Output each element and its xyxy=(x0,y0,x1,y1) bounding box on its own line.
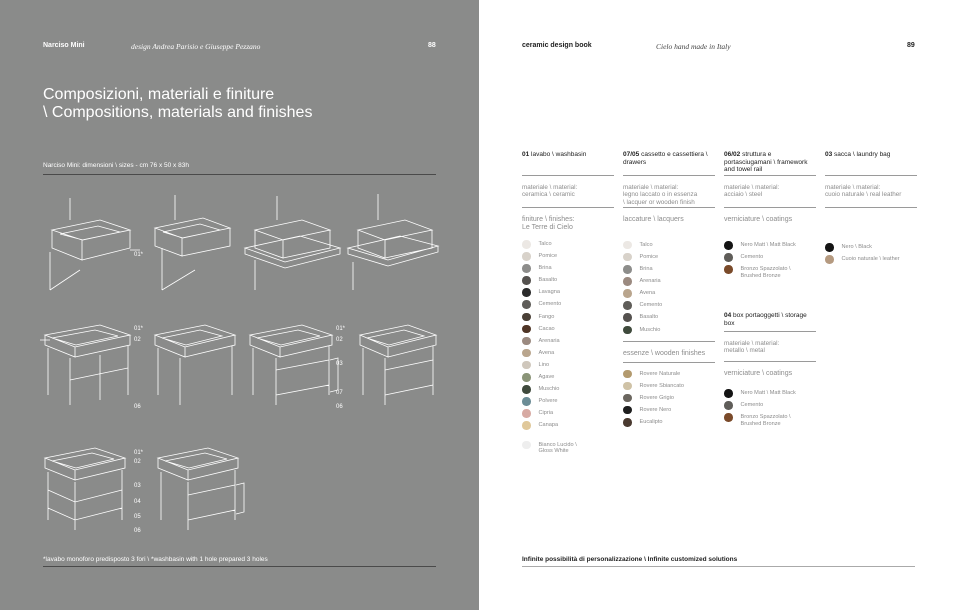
divider xyxy=(825,175,917,176)
swatch-name: Cipria xyxy=(538,410,554,417)
swatch-name: Cemento xyxy=(740,254,764,261)
swatch-name: Talco xyxy=(538,241,552,247)
swatch-item xyxy=(623,383,715,395)
swatch-list xyxy=(724,390,816,414)
material-label: materiale \ material: xyxy=(522,184,578,191)
swatch-name: Brina xyxy=(538,265,552,272)
ref-label: 02 xyxy=(134,459,141,465)
color-swatch xyxy=(522,264,531,273)
item-title: lavabo \ washbasin xyxy=(531,151,587,158)
ref-label: 05 xyxy=(134,514,141,520)
swatch-name: Rovere Sbiancato xyxy=(639,382,684,389)
swatch-item xyxy=(724,242,816,254)
divider xyxy=(43,566,436,567)
color-swatch xyxy=(623,418,632,427)
swatch-name: Arenaria xyxy=(639,278,661,285)
swatch-item xyxy=(522,386,614,398)
ref-label: 04 xyxy=(134,499,141,505)
item-title: sacca \ laundry bag xyxy=(834,151,891,158)
title-line-italian: Composizioni, materiali e finiture xyxy=(43,86,275,103)
swatch-name-line: Brushed Bronze xyxy=(740,420,781,427)
swatch-item xyxy=(623,254,715,266)
technical-drawings xyxy=(40,190,440,540)
color-swatch xyxy=(825,255,834,264)
swatch-item xyxy=(522,253,614,265)
material-value: acciaio \ steel xyxy=(724,191,763,199)
swatch-list xyxy=(623,242,715,339)
swatch-name: Cemento xyxy=(538,301,562,308)
swatch-name: Polvere xyxy=(538,398,558,405)
color-swatch xyxy=(724,253,733,262)
ref-label: 01* xyxy=(134,450,144,456)
swatch-name: Brina xyxy=(639,266,653,273)
color-swatch xyxy=(623,265,632,274)
swatch-item xyxy=(623,278,715,290)
material-value: metallo \ metal xyxy=(724,347,765,355)
row2-freestanding-basins xyxy=(40,325,436,405)
reference-labels xyxy=(134,252,346,534)
divider xyxy=(724,361,816,362)
material-value: legno laccato o in essenza xyxy=(623,191,698,199)
color-swatch xyxy=(522,276,531,285)
column-heading xyxy=(623,151,715,173)
ref-label: 07 xyxy=(336,390,343,396)
swatch-name: Muschio xyxy=(639,326,661,333)
swatch-name xyxy=(741,266,791,279)
ref-label: 01* xyxy=(134,326,144,332)
column-heading xyxy=(724,151,816,173)
swatch-name-line: Bianco Lucido \ xyxy=(538,441,577,448)
swatch-item xyxy=(522,301,614,313)
swatch-name xyxy=(741,414,791,427)
material-text xyxy=(825,184,917,199)
header-tagline: Cielo hand made in Italy xyxy=(656,42,731,51)
color-swatch xyxy=(522,397,531,406)
color-swatch xyxy=(522,385,531,394)
swatch-item xyxy=(522,374,614,386)
swatch-name: Avena xyxy=(538,349,555,356)
ref-label: 03 xyxy=(134,483,141,489)
swatch-item xyxy=(623,242,715,254)
swatch-list xyxy=(623,371,715,431)
column-laundry-bag xyxy=(825,151,917,268)
column-heading xyxy=(522,151,614,173)
swatch-list xyxy=(724,242,816,266)
item-number: 06/02 xyxy=(724,151,741,158)
swatch-name: Nero Matt \ Matt Black xyxy=(740,242,796,248)
swatch-item xyxy=(522,289,614,301)
swatch-item xyxy=(623,266,715,278)
swatch-name: Rovere Nero xyxy=(639,406,672,413)
divider xyxy=(724,331,816,332)
lacquers-heading: laccature \ lacquers xyxy=(623,215,684,223)
finishes-label: finiture \ finishes: xyxy=(522,216,575,223)
swatch-item xyxy=(623,290,715,302)
coatings-heading: verniciature \ coatings xyxy=(724,216,793,223)
row1-wall-hung-basins xyxy=(50,194,438,290)
column-heading xyxy=(825,151,917,173)
color-swatch xyxy=(522,421,531,430)
color-swatch xyxy=(623,277,632,286)
color-swatch xyxy=(623,313,632,322)
swatch-name: Basalto xyxy=(639,314,659,321)
swatch-item xyxy=(623,314,715,326)
left-page xyxy=(0,0,479,610)
color-swatch xyxy=(522,441,531,450)
divider xyxy=(825,207,917,208)
page-number-left: 88 xyxy=(428,42,436,49)
color-swatch xyxy=(724,413,733,422)
color-swatch xyxy=(522,313,531,322)
swatch-item xyxy=(522,314,614,326)
item-number: 01 xyxy=(522,151,530,158)
item-number: 04 xyxy=(724,312,732,320)
ref-label: 02 xyxy=(336,337,343,343)
color-swatch xyxy=(623,326,632,335)
column-washbasin xyxy=(522,151,614,466)
column-drawers xyxy=(623,151,715,431)
swatch-item xyxy=(522,277,614,289)
swatch-item xyxy=(623,395,715,407)
swatch-name: Rovere Grigio xyxy=(639,394,675,401)
swatch-name: Arenaria xyxy=(538,337,560,344)
swatch-item xyxy=(724,402,816,414)
swatch-brushed-bronze xyxy=(724,414,816,438)
swatch-name: Agave xyxy=(538,374,555,381)
color-swatch xyxy=(522,325,531,334)
color-swatch xyxy=(522,361,531,370)
material-text xyxy=(724,184,816,199)
swatch-item xyxy=(522,265,614,277)
swatch-gloss-white xyxy=(522,442,614,466)
swatch-name: Avena xyxy=(639,290,656,297)
swatch-name-line: Brushed Bronze xyxy=(740,272,781,279)
ref-label: 01* xyxy=(134,252,144,258)
swatch-name: Nero \ Black xyxy=(841,244,872,250)
finishes-heading xyxy=(522,216,614,232)
swatch-name: Cacao xyxy=(538,325,555,332)
swatch-item xyxy=(623,327,715,339)
swatch-name: Cemento xyxy=(639,302,663,309)
storage-box-heading xyxy=(724,312,816,327)
swatch-item xyxy=(522,338,614,350)
divider xyxy=(623,362,715,363)
swatch-name: Cemento xyxy=(740,402,764,409)
material-text xyxy=(724,340,816,355)
swatch-item xyxy=(522,410,614,422)
color-swatch xyxy=(623,394,632,403)
material-value: ceramica \ ceramic xyxy=(522,191,575,199)
divider xyxy=(724,207,816,208)
swatch-name: Cuoio naturale \ leather xyxy=(841,256,900,263)
swatch-name: Basalto xyxy=(538,277,558,284)
footer-tagline: Infinite possibilità di personalizzazione \ Infinite customized solutions xyxy=(522,556,738,563)
swatch-list xyxy=(825,244,917,268)
item-number: 07/05 xyxy=(623,151,640,158)
color-swatch xyxy=(724,401,733,410)
color-swatch xyxy=(522,240,531,249)
swatch-name: Pomice xyxy=(538,253,558,260)
swatch-item xyxy=(724,254,816,266)
divider xyxy=(724,175,816,176)
swatch-name: Rovere Naturale xyxy=(639,370,681,377)
composition-drawings xyxy=(40,190,440,540)
swatch-name xyxy=(539,442,577,455)
swatch-item xyxy=(522,362,614,374)
color-swatch xyxy=(522,409,531,418)
swatch-item xyxy=(623,419,715,431)
material-label: materiale \ material: xyxy=(623,184,679,191)
swatch-name: Lino xyxy=(538,361,550,368)
ref-label: 06 xyxy=(134,528,141,534)
swatch-list xyxy=(522,241,614,435)
ref-label: 01* xyxy=(336,326,346,332)
swatch-name: Talco xyxy=(639,241,653,248)
swatch-name: Muschio xyxy=(538,386,560,393)
divider xyxy=(623,175,715,176)
header-designers: design Andrea Parisio e Giuseppe Pezzano xyxy=(131,42,261,51)
finishes-collection: Le Terre di Cielo xyxy=(522,224,573,231)
title-line-english: \ Compositions, materials and finishes xyxy=(43,104,313,121)
footnote: *lavabo monoforo predisposto 3 fori \ *washbasin with 1 hole prepared 3 holes xyxy=(43,556,268,563)
material-text xyxy=(623,184,715,206)
swatch-name: Pomice xyxy=(639,253,659,260)
color-swatch xyxy=(623,406,632,415)
divider xyxy=(43,174,436,175)
swatch-item xyxy=(724,390,816,402)
divider xyxy=(623,341,715,342)
material-label: materiale \ material: xyxy=(825,184,881,191)
row3-cabinet-basins xyxy=(45,448,244,530)
color-swatch xyxy=(522,337,531,346)
material-label: materiale \ material: xyxy=(724,184,780,191)
divider xyxy=(522,207,614,208)
color-swatch xyxy=(522,252,531,261)
page-number-right: 89 xyxy=(907,42,915,49)
item-title: cassetto e cassettiera \ drawers xyxy=(623,151,708,166)
item-title: struttura e portasciugamani \ framework and towel rail xyxy=(724,151,808,173)
color-swatch xyxy=(825,243,834,252)
page-title xyxy=(43,86,312,122)
swatch-name: Lavagna xyxy=(538,289,560,296)
header-brand: ceramic design book xyxy=(522,42,592,49)
header-brand: Narciso Mini xyxy=(43,42,85,49)
swatch-item xyxy=(623,407,715,419)
color-swatch xyxy=(522,300,531,309)
ref-label: 06 xyxy=(134,404,141,410)
swatch-name-line: Bronzo Spazzolato \ xyxy=(740,414,791,421)
material-value: cuoio naturale \ real leather xyxy=(825,191,902,199)
right-page xyxy=(479,0,959,610)
swatch-name: Nero Matt \ Matt Black xyxy=(740,390,796,397)
swatch-item xyxy=(522,350,614,362)
color-swatch xyxy=(623,370,632,379)
swatch-name-line: Gloss White xyxy=(538,448,569,454)
color-swatch xyxy=(724,241,733,250)
swatch-item xyxy=(825,256,917,268)
swatch-item xyxy=(522,422,614,434)
color-swatch xyxy=(623,289,632,298)
divider xyxy=(623,207,715,208)
color-swatch xyxy=(522,288,531,297)
ref-label: 03 xyxy=(336,361,343,367)
ref-label: 02 xyxy=(134,337,141,343)
color-swatch xyxy=(724,389,733,398)
coatings-heading: verniciature \ coatings xyxy=(724,370,793,378)
dimensions-label: Narciso Mini: dimensioni \ sizes - cm 76 x 50 x 83h xyxy=(43,162,189,169)
swatch-name: Fango xyxy=(538,313,555,320)
color-swatch xyxy=(623,301,632,310)
item-title: box portaoggetti \ storage box xyxy=(724,312,807,327)
color-swatch xyxy=(623,382,632,391)
color-swatch xyxy=(522,373,531,382)
color-swatch xyxy=(724,265,733,274)
swatch-item xyxy=(623,302,715,314)
item-number: 03 xyxy=(825,151,833,158)
ref-label: 06 xyxy=(336,404,343,410)
swatch-item xyxy=(522,326,614,338)
swatch-name-line: Bronzo Spazzolato \ xyxy=(740,266,791,273)
color-swatch xyxy=(623,241,632,250)
swatch-item xyxy=(623,371,715,383)
swatch-item xyxy=(522,241,614,253)
swatch-item xyxy=(522,398,614,410)
color-swatch xyxy=(522,349,531,358)
swatch-item xyxy=(825,244,917,256)
swatch-name: Eucalipto xyxy=(639,419,663,426)
wood-heading: essenze \ wooden finishes xyxy=(623,349,706,357)
column-framework xyxy=(724,151,816,438)
divider xyxy=(522,175,614,176)
material-value: \ lacquer or wooden finish xyxy=(623,198,695,206)
material-label: materiale \ material: xyxy=(724,340,780,348)
material-text xyxy=(522,184,614,199)
divider xyxy=(522,566,915,567)
color-swatch xyxy=(623,253,632,262)
swatch-name: Canapa xyxy=(538,422,559,429)
swatch-brushed-bronze xyxy=(724,266,816,290)
